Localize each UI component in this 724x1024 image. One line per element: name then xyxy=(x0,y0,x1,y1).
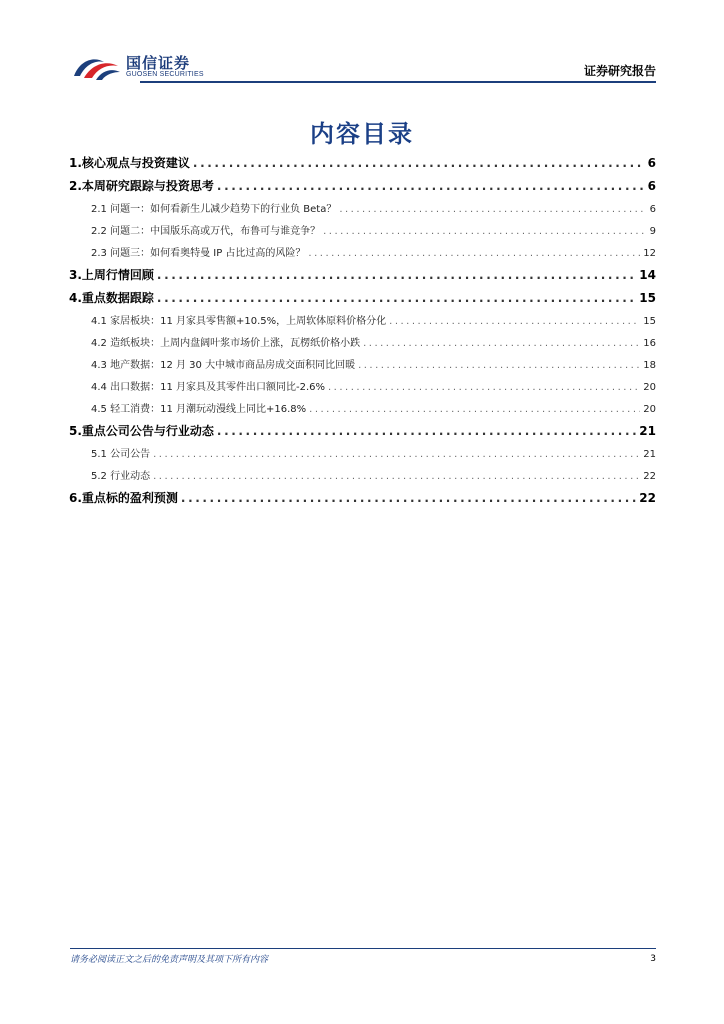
toc-subentry[interactable] xyxy=(69,334,656,356)
toc-entry-page: 20 xyxy=(643,382,656,393)
toc-entry-label: 5.重点公司公告与行业动态 xyxy=(69,424,214,438)
toc-entry-label: 1.核心观点与投资建议 xyxy=(69,156,190,170)
guosen-logo-icon xyxy=(70,50,122,84)
toc-entry-page: 15 xyxy=(643,316,656,327)
company-name: 国信证券 xyxy=(126,54,191,72)
toc-subentry[interactable] xyxy=(69,200,656,222)
toc-entry-page: 20 xyxy=(643,404,656,415)
toc-entry-page: 12 xyxy=(643,248,656,259)
dot-leader xyxy=(323,226,647,237)
toc-entry[interactable] xyxy=(69,289,656,312)
toc-entry[interactable] xyxy=(69,154,656,177)
toc-subentry[interactable] xyxy=(69,467,656,489)
toc-entry-label: 2.2 问题二：中国版乐高或万代，布鲁可与谁竞争？ xyxy=(91,226,321,237)
dot-leader xyxy=(217,424,636,438)
toc-entry-label: 4.重点数据跟踪 xyxy=(69,291,154,305)
toc-entry-page: 6 xyxy=(647,156,656,170)
toc-entry-page: 15 xyxy=(639,291,656,305)
dot-leader xyxy=(363,338,640,349)
dot-leader xyxy=(157,268,636,282)
toc-entry-page: 18 xyxy=(643,360,656,371)
toc-entry[interactable] xyxy=(69,177,656,200)
dot-leader xyxy=(181,491,636,505)
toc-entry-page: 16 xyxy=(643,338,656,349)
toc-entry-label: 4.2 造纸板块：上周内盘阔叶浆市场价上涨，瓦楞纸价格小跌 xyxy=(91,338,361,349)
dot-leader xyxy=(328,382,640,393)
dot-leader xyxy=(153,471,640,482)
toc-entry-page: 22 xyxy=(639,491,656,505)
toc-entry-label: 4.3 地产数据：12 月 30 大中城市商品房成交面积同比回暖 xyxy=(91,360,356,371)
footer-divider xyxy=(70,948,656,949)
toc-entry-page: 6 xyxy=(647,179,656,193)
toc-subentry[interactable] xyxy=(69,445,656,467)
toc-entry-page: 22 xyxy=(643,471,656,482)
toc-entry-label: 2.3 问题三：如何看奥特曼 IP 占比过高的风险？ xyxy=(91,248,306,259)
header-divider xyxy=(140,81,656,83)
toc-entry-label: 6.重点标的盈利预测 xyxy=(69,491,178,505)
dot-leader xyxy=(339,204,646,215)
dot-leader xyxy=(217,179,645,193)
toc-subentry[interactable] xyxy=(69,222,656,244)
footer-disclaimer: 请务必阅读正文之后的免责声明及其项下所有内容 xyxy=(70,955,269,965)
company-name-en: GUOSEN SECURITIES xyxy=(126,71,204,78)
toc-entry-page: 9 xyxy=(649,226,656,237)
guosen-logo xyxy=(70,50,250,84)
toc-entry-page: 21 xyxy=(643,449,656,460)
toc-entry-label: 4.5 轻工消费：11 月潮玩动漫线上同比+16.8% xyxy=(91,404,307,415)
dot-leader xyxy=(153,449,640,460)
toc-entry-label: 5.2 行业动态 xyxy=(91,471,151,482)
toc-entry-page: 14 xyxy=(639,268,656,282)
dot-leader xyxy=(358,360,640,371)
dot-leader xyxy=(308,248,640,259)
toc-entry[interactable] xyxy=(69,422,656,445)
page-number: 3 xyxy=(650,954,656,964)
toc-entry-label: 5.1 公司公告 xyxy=(91,449,151,460)
toc-entry-label: 2.本周研究跟踪与投资思考 xyxy=(69,179,214,193)
toc-subentry[interactable] xyxy=(69,378,656,400)
toc-subentry[interactable] xyxy=(69,356,656,378)
toc-entry[interactable] xyxy=(69,489,656,512)
toc-entry[interactable] xyxy=(69,266,656,289)
toc-subentry[interactable] xyxy=(69,312,656,334)
dot-leader xyxy=(309,404,640,415)
dot-leader xyxy=(193,156,645,170)
report-type: 证券研究报告 xyxy=(583,64,656,78)
toc-entry-label: 4.1 家居板块：11 月家具零售额+10.5%，上周软体原料价格分化 xyxy=(91,316,387,327)
toc-entry-label: 2.1 问题一：如何看新生儿减少趋势下的行业负 Beta？ xyxy=(91,204,337,215)
dot-leader xyxy=(389,316,640,327)
toc-entry-label: 4.4 出口数据：11 月家具及其零件出口额同比-2.6% xyxy=(91,382,325,393)
table-of-contents xyxy=(69,154,656,512)
toc-subentry[interactable] xyxy=(69,400,656,422)
toc-entry-page: 6 xyxy=(649,204,656,215)
toc-subentry[interactable] xyxy=(69,244,656,266)
dot-leader xyxy=(157,291,636,305)
page-header xyxy=(70,50,656,84)
toc-entry-page: 21 xyxy=(639,424,656,438)
toc-entry-label: 3.上周行情回顾 xyxy=(69,268,154,282)
toc-title: 内容目录 xyxy=(310,120,414,148)
